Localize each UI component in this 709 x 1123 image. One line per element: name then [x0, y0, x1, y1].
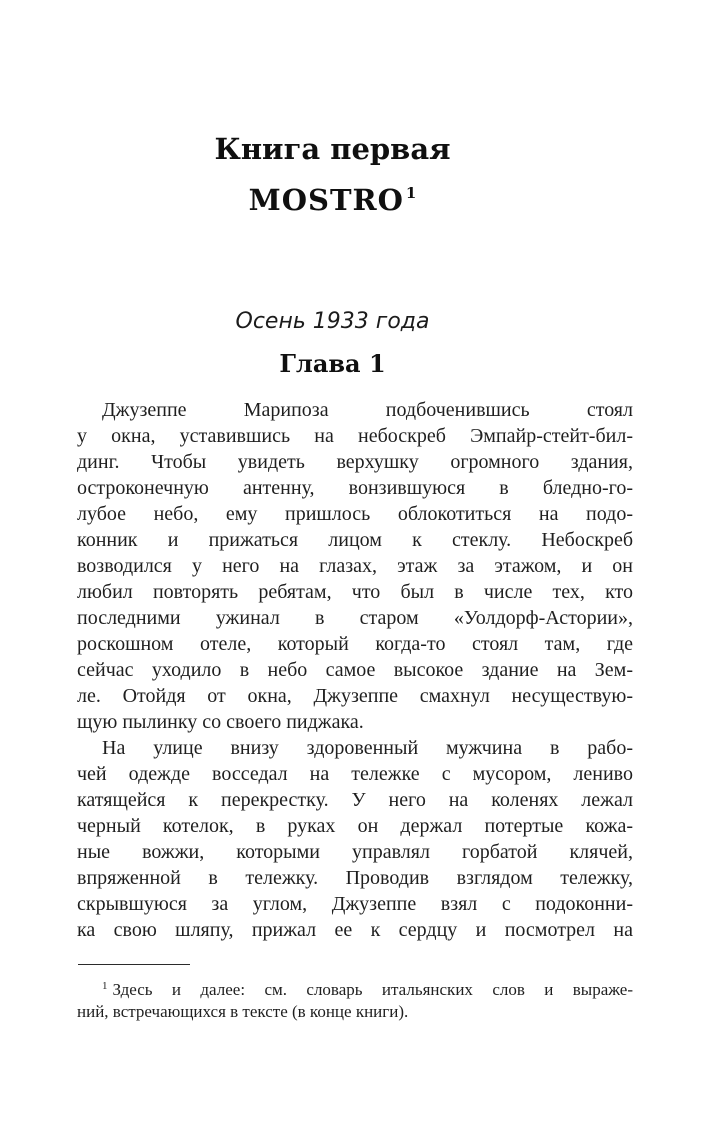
body-line: ные вожжи, которыми управлял горбатой клячей,: [77, 841, 633, 863]
body-line: остроконечную антенну, вонзившуюся в бледно-го-: [77, 477, 633, 499]
body-line: Джузеппе Марипоза подбоченившись стоял: [102, 399, 633, 421]
body-line: любил повторять ребятам, что был в числе тех, кто: [77, 581, 633, 603]
footnote-divider: [78, 964, 190, 965]
body-line: конник и прижаться лицом к стеклу. Небоскреб: [77, 529, 633, 551]
body-text: [77, 397, 633, 943]
chapter-title: Глава 1: [279, 349, 386, 378]
body-line: ле. Отойдя от окна, Джузеппе смахнул несуществую-: [77, 685, 633, 707]
body-line: сейчас уходило в небо самое высокое здание на Зем-: [77, 659, 633, 681]
body-line: На улице внизу здоровенный мужчина в рабо-: [102, 737, 633, 759]
body-line: возводился у него на глазах, этаж за этажом, и он: [77, 555, 633, 577]
part-heading: [77, 127, 633, 222]
footnote: [77, 964, 633, 1024]
chapter-date: Осень 1933 года: [235, 309, 430, 334]
body-line: скрывшуюся за углом, Джузеппе взял с подоконни-: [77, 893, 633, 915]
body-line: лубое небо, ему пришлось облокотиться на подо-: [77, 503, 633, 525]
footnote-text: Здесь и далее: см. словарь итальянских слов и выраже-: [112, 980, 633, 999]
part-title: Книга первая: [214, 132, 451, 166]
body-line: последними ужинал в старом «Уолдорф-Астории»,: [77, 607, 633, 629]
body-line: динг. Чтобы увидеть верхушку огромного здания,: [77, 451, 633, 473]
body-line: чей одежде восседал на тележке с мусором, лениво: [77, 763, 633, 785]
footnote-ref: 1: [102, 980, 108, 992]
body-line: катящейся к перекрестку. У него на коленях лежал: [77, 789, 633, 811]
body-line: впряженной в тележку. Проводив взглядом тележку,: [77, 867, 633, 889]
part-subtitle: [77, 171, 588, 222]
body-line: щую пылинку со своего пиджака.: [77, 711, 364, 733]
footnote-ref-superscript: 1: [405, 184, 417, 202]
footnote-line: [77, 974, 633, 999]
part-subtitle-text: MOSTRO: [248, 183, 404, 217]
body-line: у окна, уставившись на небоскреб Эмпайр-стейт-бил-: [77, 425, 633, 447]
footnote-line: ний, встречающихся в тексте (в конце книги).: [77, 1002, 409, 1021]
body-line: черный котелок, в руках он держал потертые кожа-: [77, 815, 633, 837]
body-line: роскошном отеле, который когда-то стоял там, где: [77, 633, 633, 655]
body-line: ка свою шляпу, прижал ее к сердцу и посмотрел на: [77, 919, 633, 941]
